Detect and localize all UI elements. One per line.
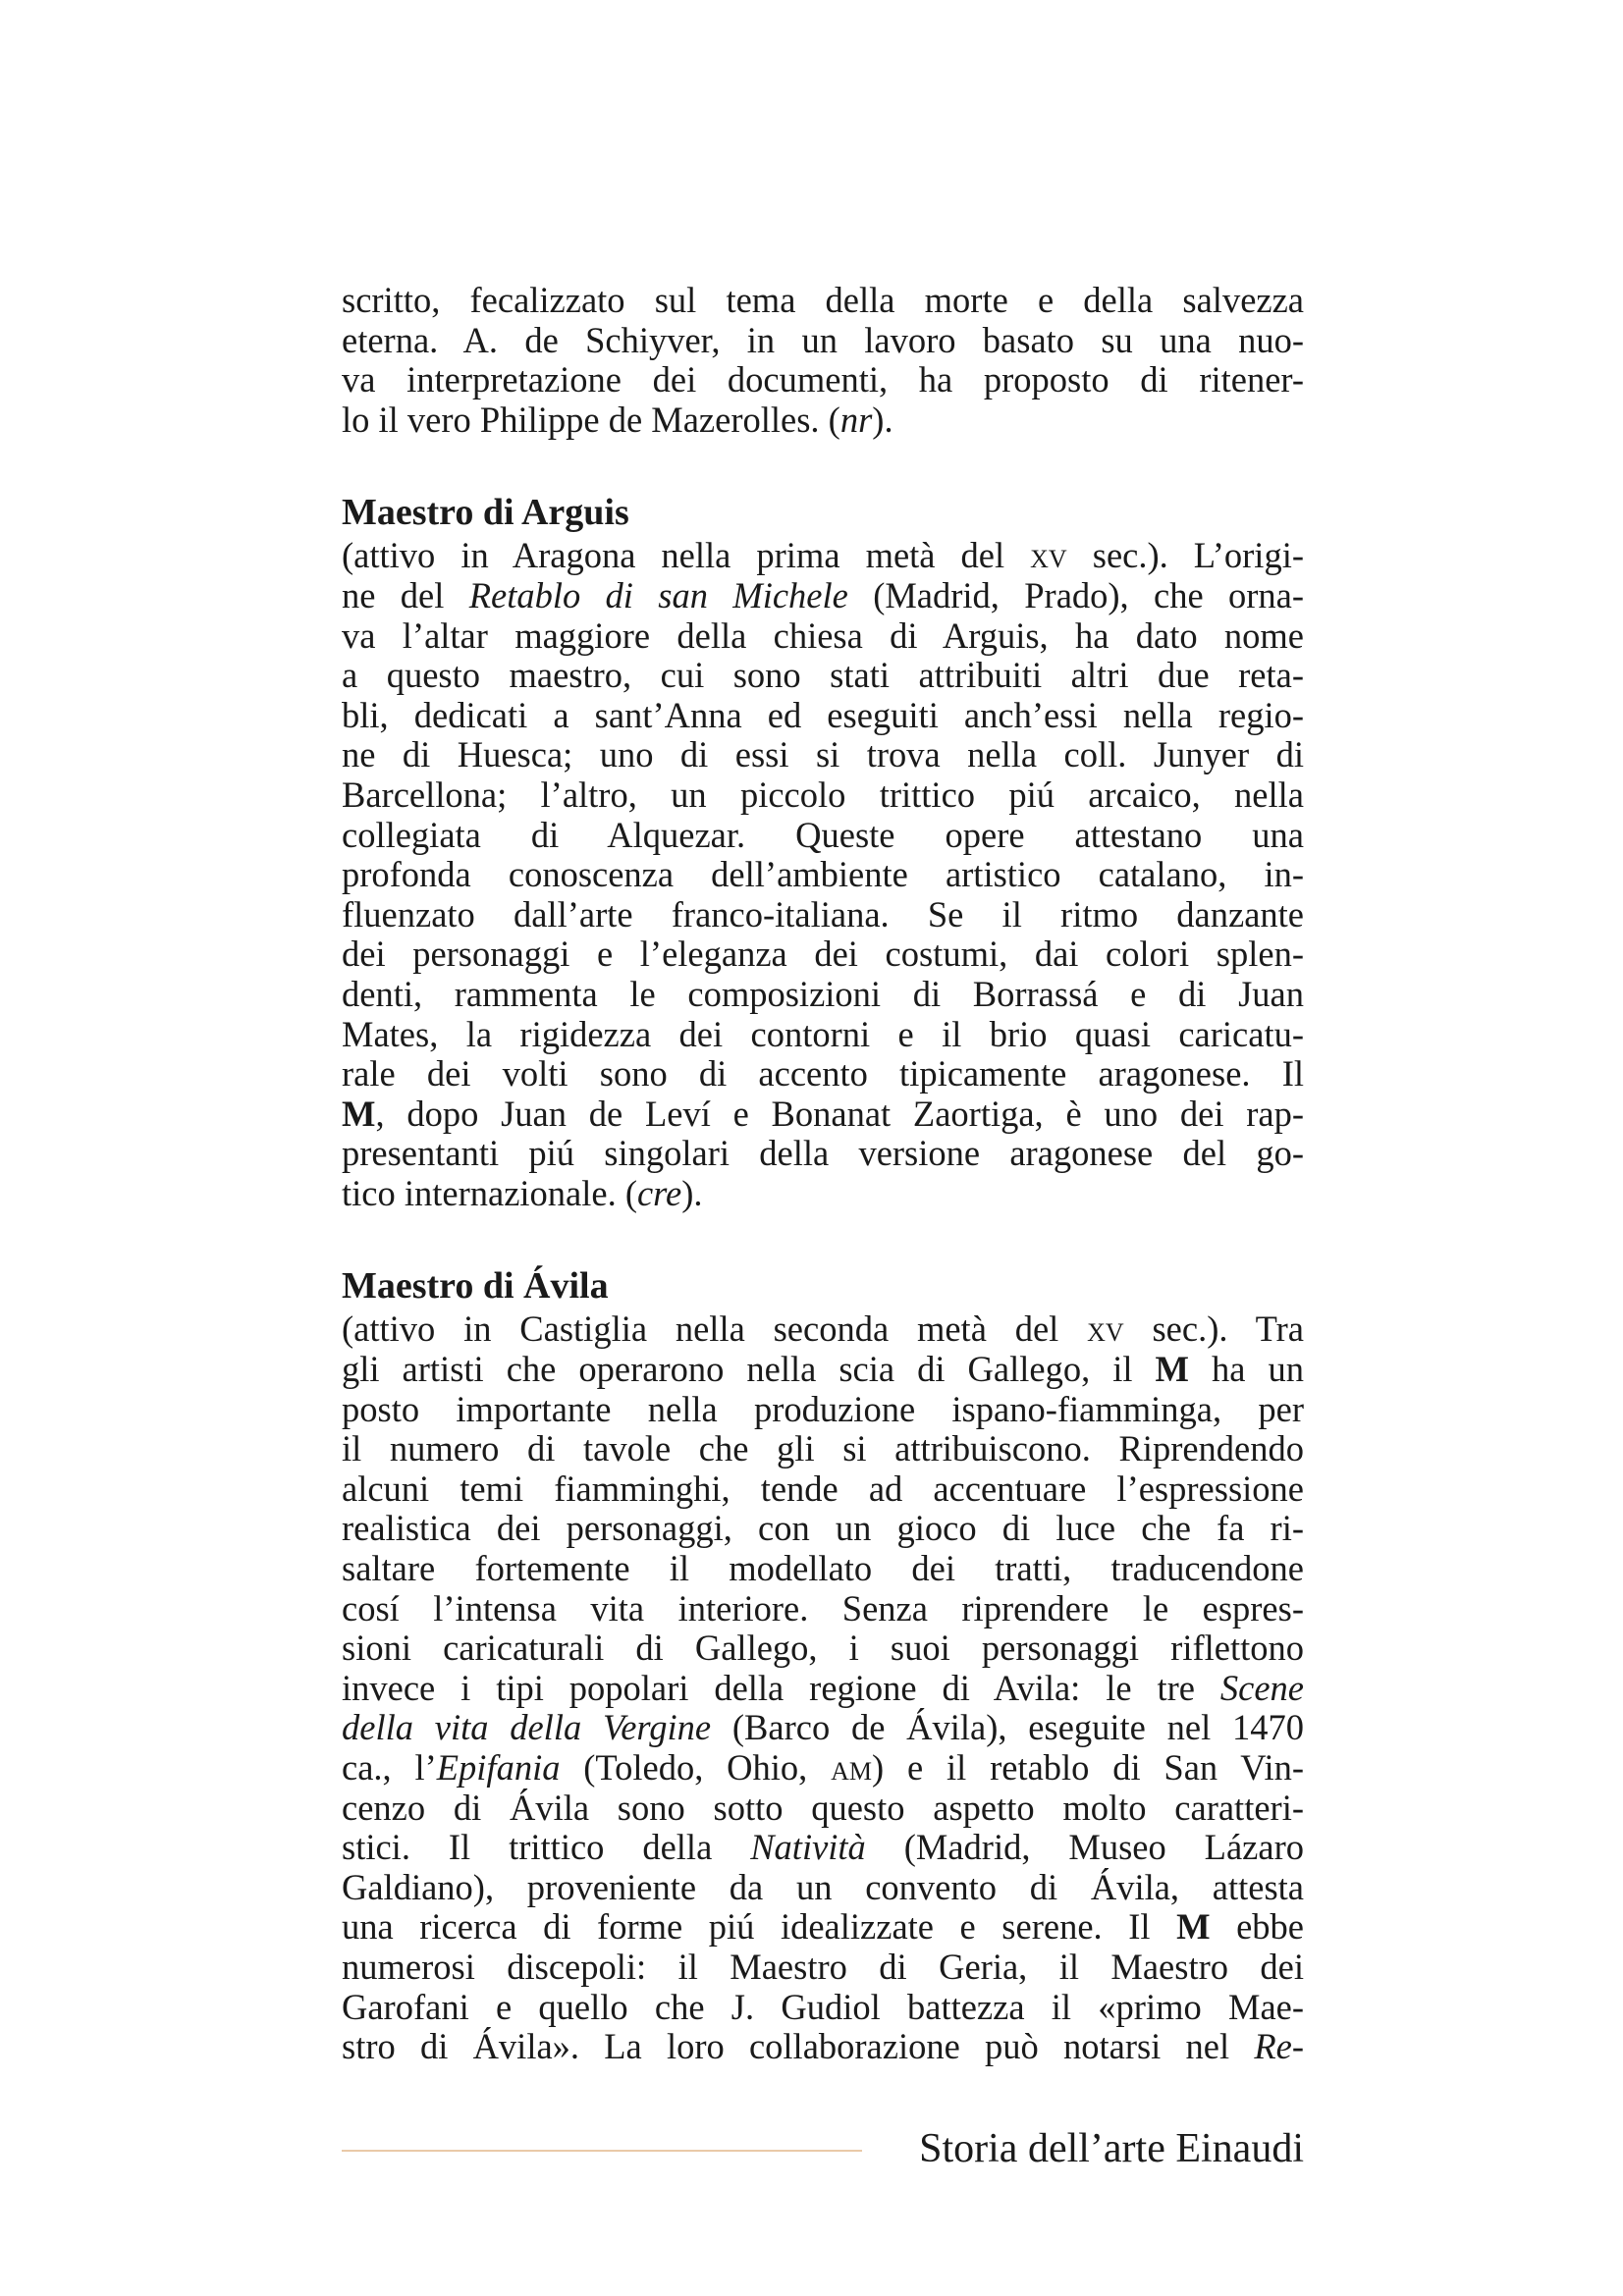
text-line: scritto, fecalizzato sul tema della morte e della salvezza: [342, 280, 1304, 320]
text-line: bli, dedicati a sant’Anna ed eseguiti anch’essi nella regio-: [342, 694, 1304, 735]
text-line: (attivo in Aragona nella prima metà del xv sec.). L’origi-: [342, 535, 1304, 576]
text-line: dei personaggi e l’eleganza dei costumi, dai colori splen-: [342, 934, 1304, 975]
page-body: [342, 281, 1304, 2067]
text-line: a questo maestro, cui sono stati attribuiti altri due reta-: [342, 655, 1304, 696]
text-line: Galdiano), proveniente da un convento di Ávila, attesta: [342, 1866, 1304, 1907]
footer-title: Storia dell’arte Einaudi: [919, 2126, 1304, 2171]
text-line: stro di Ávila». La loro collaborazione può notarsi nel Re-: [342, 2026, 1304, 2067]
artwork-title: Epifania: [436, 1747, 561, 1788]
text-line: saltare fortemente il modellato dei tratti, traducendone: [342, 1548, 1304, 1589]
text-line: della vita della Vergine (Barco de Ávila), eseguite nel 1470: [342, 1707, 1304, 1748]
text-line: profonda conoscenza dell’ambiente artistico catalano, in-: [342, 854, 1304, 895]
entry-maestro-di-avila: [342, 1264, 1304, 2066]
entry-maestro-di-arguis: [342, 491, 1304, 1213]
text-line: invece i tipi popolari della regione di Avila: le tre Scene: [342, 1667, 1304, 1708]
text-line: presentanti piú singolari della versione aragonese del go-: [342, 1133, 1304, 1174]
page-footer: [342, 2120, 1304, 2179]
text-line: denti, rammenta le composizioni di Borrassá e di Juan: [342, 973, 1304, 1014]
text-line: il numero di tavole che gli si attribuiscono. Riprendendo: [342, 1428, 1304, 1469]
text-line: lo il vero Philippe de Mazerolles. (nr).: [342, 399, 893, 440]
artwork-title: Retablo di san Michele: [468, 574, 848, 615]
text-line: ne del Retablo di san Michele (Madrid, Prado), che orna-: [342, 574, 1304, 615]
text-line: va interpretazione dei documenti, ha proposto di ritener-: [342, 359, 1304, 400]
text-line: alcuni temi fiamminghi, tende ad accentuare l’espressione: [342, 1468, 1304, 1509]
text-line: sioni caricaturali di Gallego, i suoi personaggi riflettono: [342, 1628, 1304, 1669]
entry-heading: Maestro di Arguis: [342, 492, 629, 534]
text-line: (attivo in Castiglia nella seconda metà del xv sec.). Tra: [342, 1308, 1305, 1350]
text-line: Garofani e quello che J. Gudiol battezza il «primo Mae-: [342, 1986, 1304, 2027]
text-line: realistica dei personaggi, con un gioco di luce che fa ri-: [342, 1508, 1304, 1549]
text-line: ca., l’Epifania (Toledo, Ohio, am) e il retablo di San Vin-: [342, 1747, 1304, 1788]
text-line: ne di Huesca; uno di essi si trova nella coll. Junyer di: [342, 734, 1304, 775]
entry-heading: Maestro di Ávila: [342, 1265, 609, 1308]
text-line: va l’altar maggiore della chiesa di Arguis, ha dato nome: [342, 614, 1304, 656]
intro-paragraph: [342, 281, 1304, 440]
text-line: cosí l’intensa vita interiore. Senza riprendere le espres-: [342, 1587, 1304, 1629]
text-line: rale dei volti sono di accento tipicamente aragonese. Il: [342, 1053, 1304, 1095]
text-line: Mates, la rigidezza dei contorni e il brio quasi caricatu-: [342, 1013, 1304, 1054]
artwork-title: Re-: [1254, 2026, 1304, 2067]
text-line: eterna. A. de Schiyver, in un lavoro basato su una nuo-: [342, 319, 1304, 360]
text-line: collegiata di Alquezar. Queste opere attestano una: [342, 814, 1304, 855]
artwork-title: Scene: [1219, 1667, 1304, 1708]
text-line: M, dopo Juan de Leví e Bonanat Zaortiga, è uno dei rap-: [342, 1093, 1304, 1134]
text-line: cenzo di Ávila sono sotto questo aspetto molto caratteri-: [342, 1787, 1304, 1828]
text-line: una ricerca di forme piú idealizzate e serene. Il M ebbe: [342, 1906, 1304, 1948]
artwork-title: della vita della Vergine: [342, 1707, 712, 1748]
text-line: posto importante nella produzione ispano-fiamminga, per: [342, 1388, 1304, 1429]
text-line: stici. Il trittico della Natività (Madrid, Museo Lázaro: [342, 1827, 1304, 1868]
text-line: Barcellona; l’altro, un piccolo trittico piú arcaico, nella: [342, 774, 1304, 815]
footer-rule: [342, 2150, 862, 2152]
author-sigla: cre: [636, 1172, 682, 1213]
text-line: numerosi discepoli: il Maestro di Geria, il Maestro dei: [342, 1946, 1304, 1987]
author-sigla: nr: [839, 399, 873, 440]
text-line: tico internazionale. (cre).: [342, 1172, 703, 1213]
artwork-title: Natività: [750, 1827, 866, 1868]
text-line: fluenzato dall’arte franco-italiana. Se il ritmo danzante: [342, 893, 1304, 934]
text-line: gli artisti che operarono nella scia di Gallego, il M ha un: [342, 1349, 1304, 1390]
